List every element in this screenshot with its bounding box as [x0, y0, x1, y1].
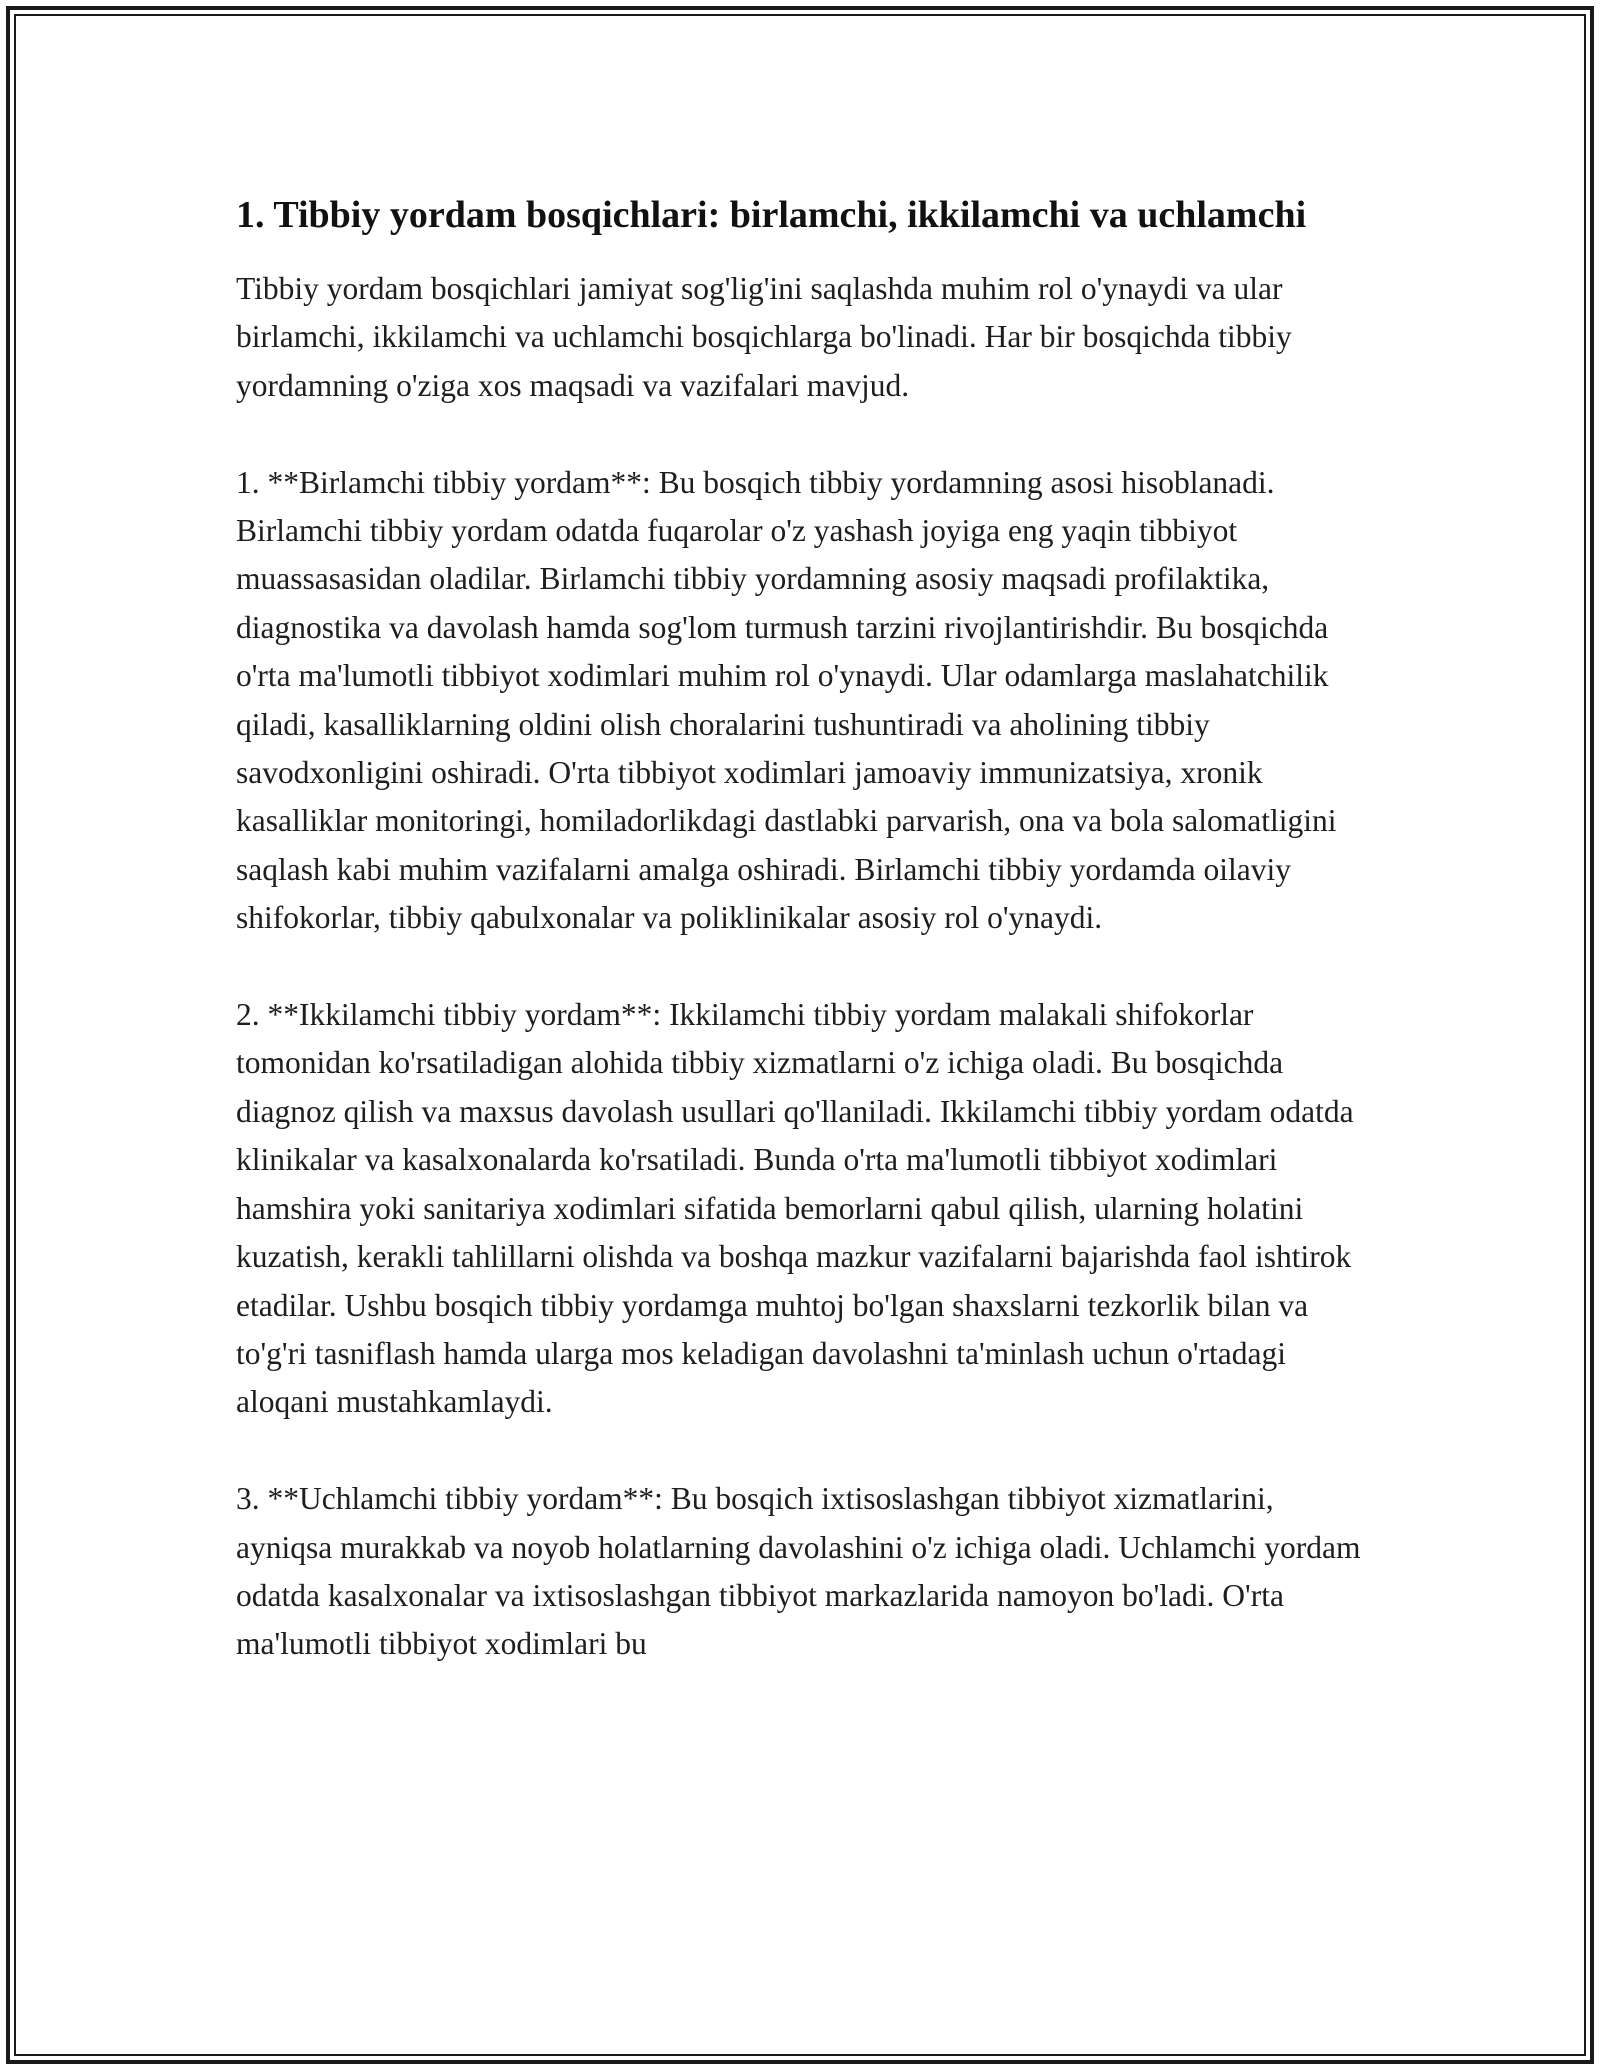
intro-paragraph: Tibbiy yordam bosqichlari jamiyat sog'lig'ini saqlashda muhim rol o'ynaydi va ular birlamchi, ikkilamchi va uchlamchi bosqichlarga bo'linadi. Har bir bosqichda tibbiy yordamning o'ziga xos maqsadi va vazifalari mavjud.: [236, 271, 1292, 403]
section-heading: 1. Tibbiy yordam bosqichlari: birlamchi, ikkilamchi va uchlamchi: [236, 194, 1307, 236]
secondary-care-paragraph: 2. **Ikkilamchi tibbiy yordam**: Ikkilamchi tibbiy yordam malakali shifokorlar tomonidan ko'rsatiladigan alohida tibbiy xizmatlarni o'z ichiga oladi. Bu bosqichda diagnoz qilish va maxsus davolash usullari qo'llaniladi. Ikkilamchi tibbiy yordam odatda klinikalar va kasalxonalarda ko'rsatiladi. Bunda o'rta ma'lumotli tibbiyot xodimlari hamshira yoki sanitariya xodimlari sifatida bemorlarni qabul qilish, ularning holatini kuzatish, kerakli tahlillarni olishda va boshqa mazkur vazifalarni bajarishda faol ishtirok etadilar. Ushbu bosqich tibbiy yordamga muhtoj bo'lgan shaxslarni tezkorlik bilan va to'g'ri tasniflash hamda ularga mos keladigan davolashni ta'minlash uchun o'rtadagi aloqani mustahkamlaydi.: [236, 997, 1354, 1420]
primary-care-paragraph: 1. **Birlamchi tibbiy yordam**: Bu bosqich tibbiy yordamning asosi hisoblanadi. Birlamchi tibbiy yordam odatda fuqarolar o'z yashash joyiga eng yaqin tibbiyot muassasasidan oladilar. Birlamchi tibbiy yordamning asosiy maqsadi profilaktika, diagnostika va davolash hamda sog'lom turmush tarzini rivojlantirishdir. Bu bosqichda o'rta ma'lumotli tibbiyot xodimlari muhim rol o'ynaydi. Ular odamlarga maslahatchilik qiladi, kasalliklarning oldini olish choralarini tushuntiradi va aholining tibbiy savodxonligini oshiradi. O'rta tibbiyot xodimlari jamoaviy immunizatsiya, xronik kasalliklar monitoringi, homiladorlikdagi dastlabki parvarish, ona va bola salomatligini saqlash kabi muhim vazifalarni amalga oshiradi. Birlamchi tibbiy yordamda oilaviy shifokorlar, tibbiy qabulxonalar va poliklinikalar asosiy rol o'ynaydi.: [236, 464, 1337, 936]
tertiary-care-paragraph: 3. **Uchlamchi tibbiy yordam**: Bu bosqich ixtisoslashgan tibbiyot xizmatlarini, ayniqsa murakkab va noyob holatlarning davolashini o'z ichiga oladi. Uchlamchi yordam odatda kasalxonalar va ixtisoslashgan tibbiyot markazlarida namoyon bo'ladi. O'rta ma'lumotli tibbiyot xodimlari bu: [236, 1481, 1361, 1662]
document-body: [236, 188, 1376, 1717]
